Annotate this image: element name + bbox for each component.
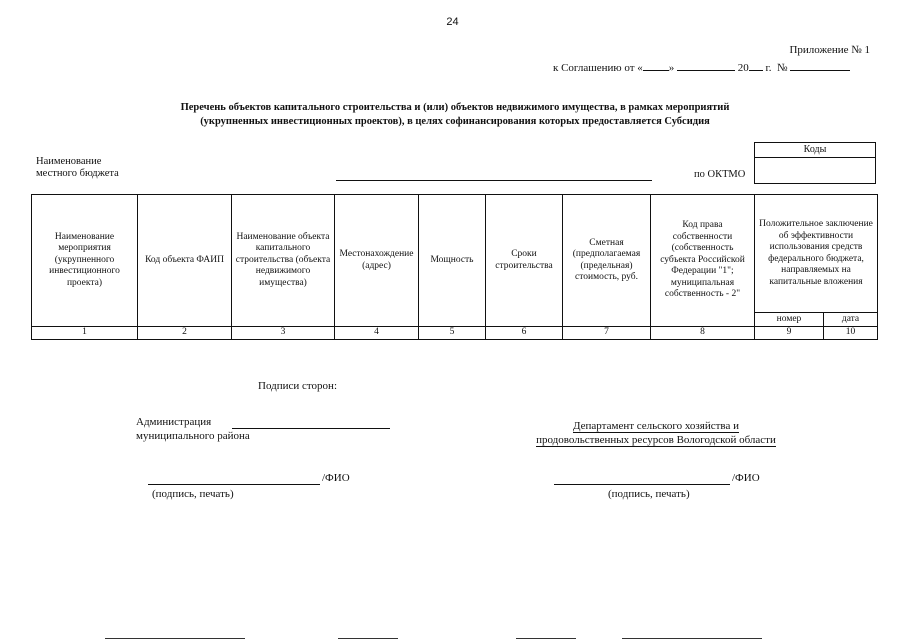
right-signature-line <box>554 484 730 485</box>
header-cell: Код объекта ФАИП <box>138 195 232 327</box>
department-block <box>516 419 796 447</box>
admin-name-line <box>232 428 390 429</box>
signatures-title: Подписи сторон: <box>258 380 338 392</box>
title-line-1: Перечень объектов капитального строительства и (или) объектов недвижимого имущества, в рамках мероприятий <box>180 102 730 113</box>
col-number: 4 <box>335 327 419 340</box>
col-number: 1 <box>32 327 138 340</box>
budget-label-1: Наименование <box>36 156 102 167</box>
subheader-cell: дата <box>824 313 878 327</box>
admin-line-1: Администрация <box>136 416 212 428</box>
col-number: 3 <box>232 327 335 340</box>
right-sign-caption: (подпись, печать) <box>608 488 690 500</box>
right-fio-label: /ФИО <box>732 472 760 484</box>
agreement-line <box>553 60 850 74</box>
agreement-year: 20 <box>737 62 749 74</box>
admin-line-2: муниципального района <box>136 430 250 442</box>
month-blank <box>677 60 735 71</box>
subheader-cell: номер <box>755 313 824 327</box>
header-cell: Положительное заключение об эффективности использования средств федерального бюджета, направляемых на капитальные вложения <box>755 195 878 313</box>
header-cell: Код права собственности (собственность субъекта Российской Федерации "1"; муниципальная собственность - 2" <box>651 195 755 327</box>
col-number: 8 <box>651 327 755 340</box>
page-number: 24 <box>446 16 459 28</box>
agreement-prefix: к Соглашению от « <box>553 62 643 74</box>
codes-header: Коды <box>755 143 875 158</box>
agreement-num: № <box>777 62 788 74</box>
oktmo-label: по ОКТМО <box>694 169 746 180</box>
header-cell: Сроки строительства <box>486 195 563 327</box>
agreement-mid: » <box>668 62 675 74</box>
dept-line-1: Департамент сельского хозяйства и <box>573 420 739 432</box>
col-number: 7 <box>563 327 651 340</box>
header-cell: Мощность <box>419 195 486 327</box>
admin-block <box>136 415 250 443</box>
col-number: 2 <box>138 327 232 340</box>
col-number: 6 <box>486 327 563 340</box>
footer-rule <box>105 638 245 639</box>
year-blank <box>749 60 763 71</box>
budget-label <box>36 156 119 180</box>
header-cell: Сметная (предполагаемая (предельная) стоимость, руб. <box>563 195 651 327</box>
footer-rule <box>622 638 762 639</box>
table-number-row <box>32 327 878 340</box>
left-fio-label: /ФИО <box>322 472 350 484</box>
footer-rule <box>338 638 398 639</box>
day-blank <box>643 60 669 71</box>
document-title <box>60 101 850 129</box>
footer-rule <box>516 638 576 639</box>
budget-name-line <box>336 180 652 181</box>
number-blank <box>790 60 850 71</box>
left-signature-line <box>148 484 320 485</box>
table-header-row <box>32 195 878 313</box>
header-cell: Наименование объекта капитального строительства (объекта недвижимого имущества) <box>232 195 335 327</box>
codes-box <box>754 142 876 184</box>
header-cell: Наименование мероприятия (укрупненного инвестиционного проекта) <box>32 195 138 327</box>
col-number: 9 <box>755 327 824 340</box>
objects-table <box>31 194 878 340</box>
col-number: 10 <box>824 327 878 340</box>
title-line-2: (укрупненных инвестиционных проектов), в целях софинансирования которых предоставляется Субсидия <box>200 116 710 127</box>
left-sign-caption: (подпись, печать) <box>152 488 234 500</box>
agreement-g: г. <box>765 62 772 74</box>
budget-label-2: местного бюджета <box>36 168 119 179</box>
col-number: 5 <box>419 327 486 340</box>
header-cell: Местонахождение (адрес) <box>335 195 419 327</box>
dept-line-2: продовольственных ресурсов Вологодской области <box>536 434 776 446</box>
appendix-label: Приложение № 1 <box>789 44 870 56</box>
